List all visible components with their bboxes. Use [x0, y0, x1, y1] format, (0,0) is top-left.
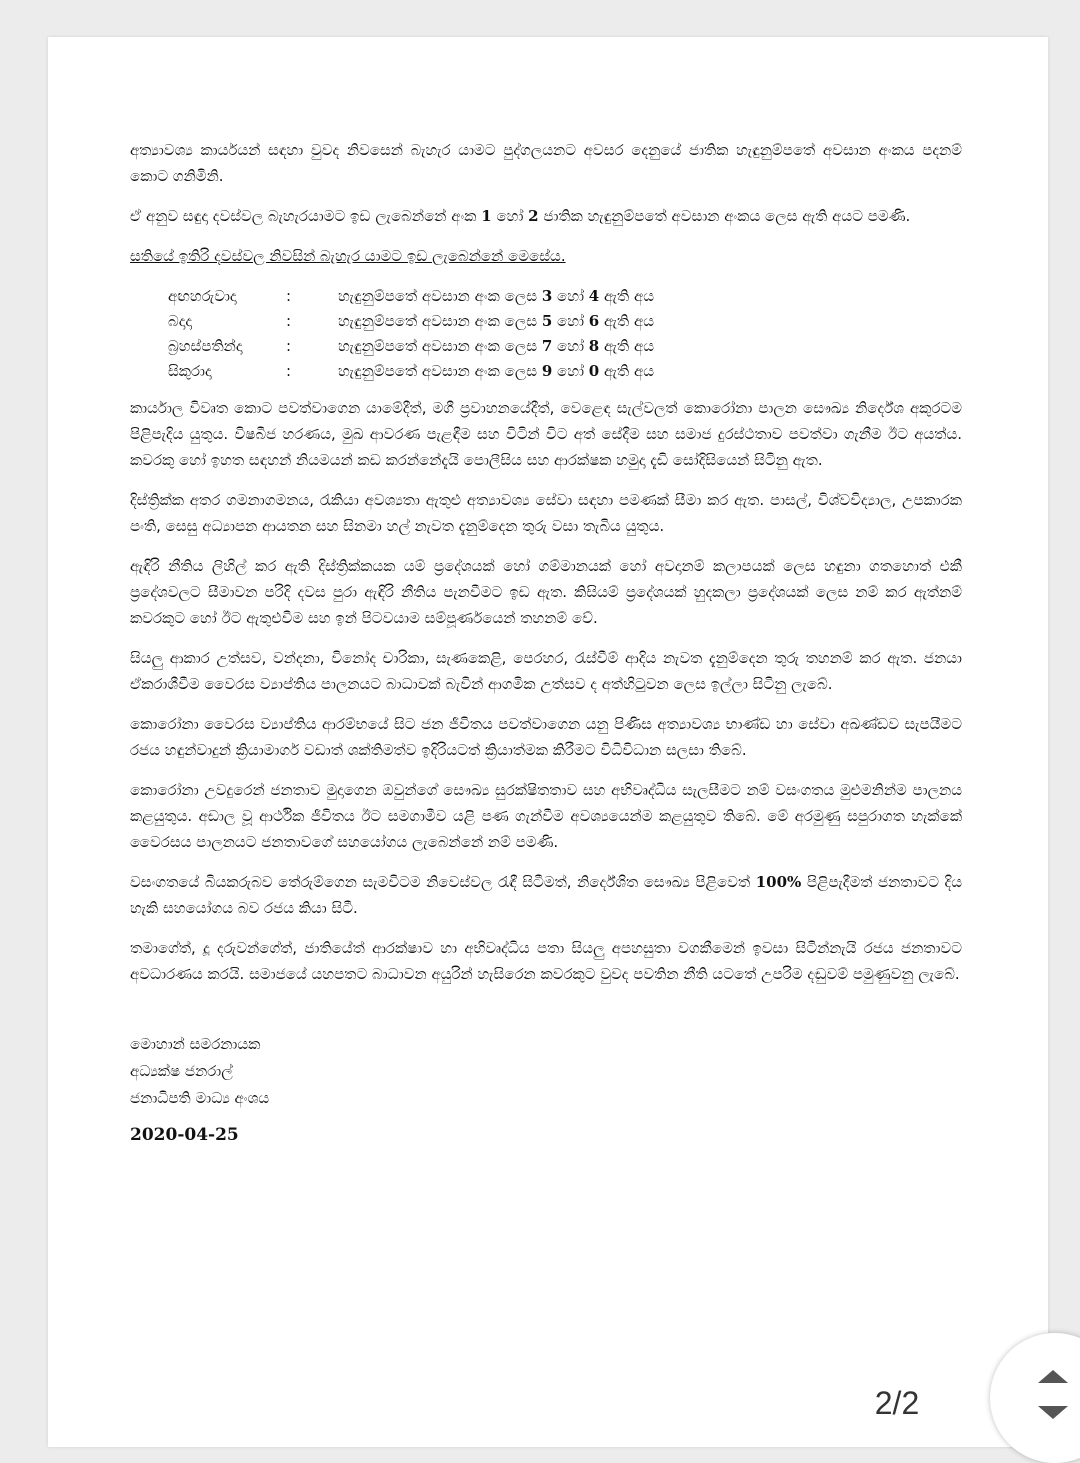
text: හැඳුනුම්පතේ අවසාන අංක ලෙස	[338, 311, 542, 330]
number: 9	[541, 361, 553, 380]
text: හැඳුනුම්පතේ අවසාන අංක ලෙස	[338, 286, 542, 305]
day-description	[338, 308, 962, 334]
day-colon: :	[286, 336, 292, 355]
paragraph-monday	[130, 203, 962, 229]
text: හැඳුනුම්පතේ අවසාන අංක ලෙස	[338, 336, 542, 355]
text: ඇති අය	[599, 336, 654, 355]
number: 0	[588, 361, 600, 380]
paragraph-supplies: කොරෝනා වෛරස ව්‍යාප්තිය ආරම්භයේ සිට ජන ජීවිතය පවත්වාගෙන යනු පිණිස අත්‍යාවශ්‍ය භාණ්ඩ හා සේවා අඛණ්ඩව සැපයීමට රජය හඳුන්වාදුන් ක්‍රියාමාර්ග වඩාත් ශක්තිමත්ව ඉදිරියටත් ක්‍රියාත්මක කිරීමට විධිවිධාන සලසා තිබේ.	[130, 715, 962, 759]
percentage: 100%	[755, 873, 802, 891]
day-description	[338, 283, 962, 309]
day-schedule	[168, 283, 962, 383]
triangle-down-icon[interactable]	[1038, 1406, 1068, 1419]
day-description	[338, 333, 962, 359]
day-row	[168, 358, 962, 383]
text: හෝ	[491, 207, 529, 225]
signatory-office: ජනාධිපති මාධ්‍ය අංශය	[130, 1089, 270, 1107]
paragraph-control: කොරෝනා උවදුරෙන් ජනතාව මුදාගෙන ඔවුන්ගේ සෞඛ්‍ය සුරක්ෂිතතාව සහ අභිවෘද්ධිය සැලසීමට නම් වසංගතය මුළුමනින්ම පාලනය කළයුතුය. අඩාල වූ ආර්ථික ජීවිතය ඊට සමගාමීව යළි පණ ගැන්වීම අවශ්‍යයෙන්ම කළයුතුව තිබේ. මේ අරමුණු සපුරාගත හැක්කේ වෛරසය පාලනයට ජනතාවගේ සහයෝගය ලැබෙන්නේ නම් පමණි.	[130, 781, 962, 851]
document-content	[130, 137, 962, 1148]
text: හෝ	[552, 286, 589, 305]
signature-block	[130, 1031, 962, 1112]
day-description	[338, 358, 962, 384]
text: හැඳුනුම්පතේ අවසාන අංක ලෙස	[338, 361, 542, 380]
day-name: බ්‍රහස්පතින්දා	[168, 336, 243, 355]
day-colon: :	[286, 311, 292, 330]
day-colon: :	[286, 361, 292, 380]
number: 8	[588, 336, 600, 355]
day-name: අඟහරුවාදා	[168, 286, 237, 305]
paragraph-events: සියලු ආකාර උත්සව, වන්දනා, විනෝද චාරිකා, සැණකෙළි, පෙරහර, රැස්වීම් ආදිය නැවත දැනුම්දෙන තුරු තහනම් කර ඇත. ජනයා ඒකරාශීවීම වෛරස ව්‍යාප්තිය පාලනයට බාධාවක් බැවින් ආගමික උත්සව ද අත්හිටුවන ලෙස ඉල්ලා සිටිනු ලැබේ.	[130, 649, 962, 693]
section-heading: සතියේ ඉතිරි දවස්වල නිවසින් බැහැර යාමට ඉඩ ලැබෙන්නේ මෙසේය.	[130, 247, 566, 265]
document-date: 2020-04-25	[130, 1125, 239, 1145]
number: 1	[481, 207, 492, 225]
page-indicator: 2/2	[874, 1384, 920, 1421]
text: ඒ අනුව සඳුදා දවස්වල බැහැරයාමට ඉඩ ලැබෙන්නේ අංක	[130, 207, 482, 225]
number: 6	[588, 311, 600, 330]
signatory-title: අධ්‍යක්ෂ ජනරාල්	[130, 1062, 233, 1080]
number: 7	[541, 336, 553, 355]
text: හෝ	[552, 361, 589, 380]
paragraph-cooperation	[130, 869, 962, 921]
paragraph-health-rules: කාර්යාල විවෘත කොට පවත්වාගෙන යාමේදීත්, මගී ප්‍රවාහනයේදීත්, වෙළෙඳ සැල්වලත් කොරෝනා පාලන සෞඛ්‍ය නිර්දේශ අකුරටම පිළිපැදිය යුතුය. විෂබීජ හරණය, මුඛ ආවරණ පැළඳීම සහ විටින් විට අත් සේදීම සහ සමාජ දුරස්ථතාව පවත්වා ගැනීම ඊට අයත්ය. කවරකු හෝ ඉහත සඳහන් නියමයන් කඩ කරන්නේදැයි පොලීසිය සහ ආරක්ෂක හමුදා දැඩි සෝදිසියෙන් සිටිනු ඇත.	[130, 399, 962, 469]
text: වසංගතයේ බියකරුබව තේරුම්ගෙන සැමවිටම නිවෙස්වල රැඳී සිටීමත්, නිර්දේශිත සෞඛ්‍ය පිළිවෙත්	[130, 873, 756, 891]
signatory-name: මොහාන් සමරනායක	[130, 1035, 261, 1053]
text: හෝ	[552, 311, 589, 330]
paragraph-curfew: ඇඳිරි නීතිය ලිහිල් කර ඇති දිස්ත්‍රික්කයක යම් ප්‍රදේශයක් හෝ ගම්මානයක් හෝ අවදානම් කලාපයක් ලෙස හඳුනා ගතහොත් එකී ප්‍රදේශවලට සීමාවන පරිදි දවස පුරා ඇඳිරි නීතිය පැනවීමට ඉඩ ඇත. කිසියම් ප්‍රදේශයක් හුදකලා ප්‍රදේශයක් ලෙස නම් කර ඇත්නම් කවරකුට හෝ ඊට ඇතුළුවීම සහ ඉන් පිටවයාම සම්පූර්ණයෙන් තහනම් වේ.	[130, 557, 962, 627]
number: 3	[541, 286, 553, 305]
text: ඇති අය	[599, 361, 654, 380]
document-page	[48, 37, 1048, 1447]
text: ඇති අය	[599, 311, 654, 330]
text: ජාතික හැඳුනුම්පතේ අවසාන අංකය ලෙස ඇති අයට පමණි.	[538, 207, 911, 225]
day-row	[168, 308, 962, 333]
paragraph-travel: දිස්ත්‍රික්ක අතර ගමනාගමනය, රැකියා අවශ්‍යතා ඇතුළු අත්‍යාවශ්‍ය සේවා සඳහා පමණක් සීමා කර ඇත. පාසල්, විශ්වවිද්‍යාල, උපකාරක පංති, සෙසු අධ්‍යාපන ආයතන සහ සිනමා හල් නැවත දැනුම්දෙන තුරු වසා තැබිය යුතුය.	[130, 491, 962, 535]
number: 4	[588, 286, 600, 305]
day-row	[168, 283, 962, 308]
number: 5	[541, 311, 553, 330]
text: ඇති අය	[599, 286, 654, 305]
paragraph-closing: තමාගේත්, දූ දරුවන්ගේත්, ජාතියේත් ආරක්ෂාව හා අභිවෘද්ධිය පතා සියලු අපහසුතා වගකීමෙන් ඉවසා සිටින්නැයි රජය ජනතාවට අවධාරණය කරයි. සමාජයේ යහපතට බාධාවන අයුරින් හැසිරෙන කවරකුට වුවද පවතින නීති යටතේ උපරිම දඬුවම් පමුණුවනු ලැබේ.	[130, 939, 962, 983]
day-colon: :	[286, 286, 292, 305]
text: හෝ	[552, 336, 589, 355]
triangle-up-icon[interactable]	[1038, 1370, 1068, 1383]
paragraph-intro: අත්‍යාවශ්‍ය කාර්යයන් සඳහා වුවද නිවසෙන් බැහැර යාමට පුද්ගලයනට අවසර දෙනුයේ ජාතික හැඳුනුම්පතේ අවසාන අංකය පදනම් කොට ගනිමිනි.	[130, 141, 962, 185]
day-row	[168, 333, 962, 358]
day-name: බදාදා	[168, 311, 193, 330]
text: පිළිපැදීමත් ජනතාවට දිය හැකි සහයෝගය බව රජය කියා සිටී.	[130, 873, 962, 917]
number: 2	[528, 207, 539, 225]
day-name: සිකුරාදා	[168, 361, 212, 380]
